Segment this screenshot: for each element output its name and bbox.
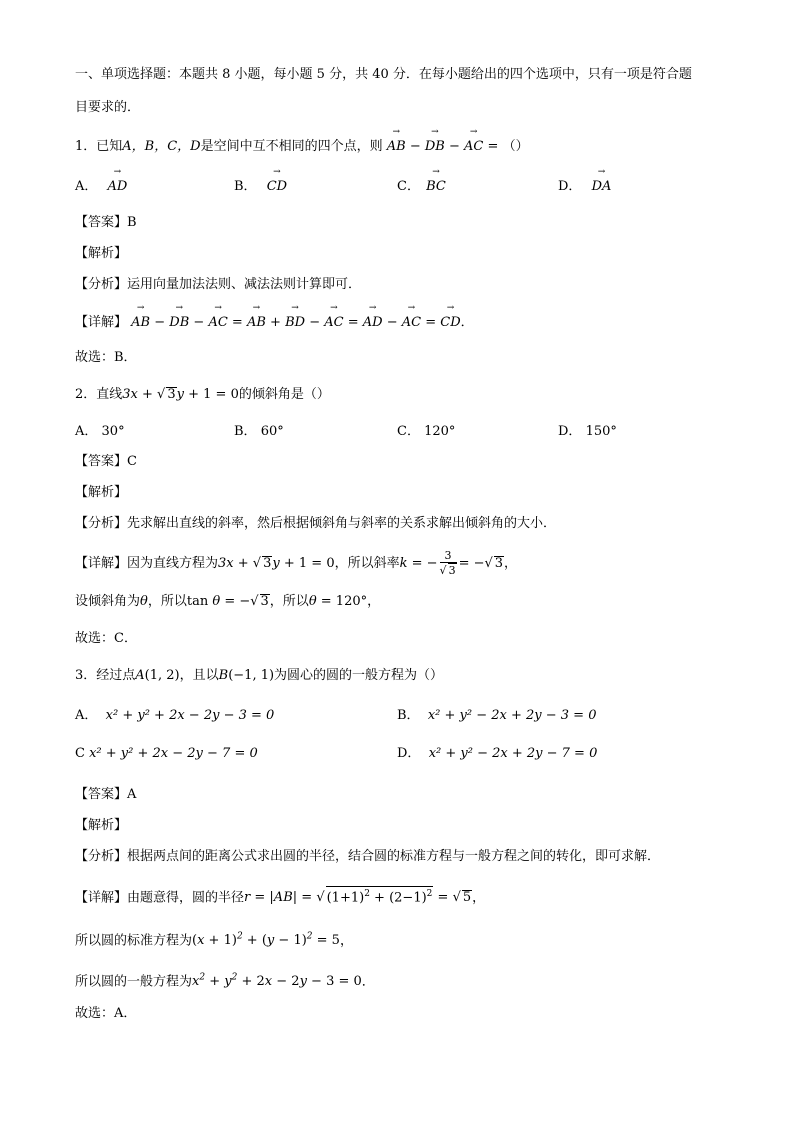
- q2-choose: 故选：C．: [75, 631, 137, 646]
- q3-option-a[interactable]: A． x² + y² + 2x − 2y − 3 = 0: [75, 708, 275, 723]
- q3-xiangjie: 【详解】由题意得，圆的半径r = |AB| = √ $(1+1)^2 + (2-1)^2$ = √ 5，: [75, 886, 485, 907]
- q2-answer: 【答案】C: [75, 454, 137, 469]
- q1-option-d[interactable]: D． → DA: [558, 178, 611, 196]
- q1-stem: 1．已知A，B，C，D是空间中互不相同的四个点，则 → AB − → DB − → AC = （）: [75, 138, 529, 156]
- q2-fenxi: 【分析】先求解出直线的斜率，然后根据倾斜角与斜率的关系求解出倾斜角的大小．: [75, 516, 557, 531]
- q3-option-d[interactable]: D． x² + y² − 2x + 2y − 7 = 0: [397, 746, 598, 761]
- q3-stem: 3．经过点A(1, 2)，且以B(−1, 1)为圆心的圆的一般方程为（）: [75, 668, 444, 683]
- q2-xiangjie: 【详解】因为直线方程为3x + √ 3y + 1 = 0，所以斜率k = − $\frac{3}{√ 3}$ = −√ 3，: [75, 549, 518, 577]
- q1-xiangjie: 【详解】 → AB − → DB − → AC = → AB + → BD − → AC = → AD − → AC = → CD．: [75, 314, 474, 332]
- q1-option-b[interactable]: B． → CD: [234, 178, 287, 196]
- q1-fenxi: 【分析】运用向量加法法则、减法法则计算即可．: [75, 277, 362, 292]
- q1-choose: 故选：B．: [75, 350, 137, 365]
- q2-angle-line: 设倾斜角为θ，所以tan θ = −√ 3，所以θ = 120°，: [75, 594, 381, 609]
- q2-option-b[interactable]: B． 60°: [234, 424, 284, 439]
- q2-option-a[interactable]: A． 30°: [75, 424, 125, 439]
- q3-answer: 【答案】A: [75, 787, 137, 802]
- q2-stem: 2．直线3x + √ 3y + 1 = 0的倾斜角是（）: [75, 387, 330, 402]
- q3-analysis-tag: 【解析】: [75, 818, 128, 833]
- q3-option-b[interactable]: B． x² + y² − 2x + 2y − 3 = 0: [397, 708, 597, 723]
- q1-answer: 【答案】B: [75, 215, 137, 230]
- section-header-cont: 目要求的．: [75, 100, 141, 115]
- q3-fenxi: 【分析】根据两点间的距离公式求出圆的半径，结合圆的标准方程与一般方程之间的转化，即可求解．: [75, 849, 661, 864]
- q3-standard-eq: 所以圆的标准方程为$(x + 1)^2 + (y - 1)^2 = 5$，: [75, 932, 353, 949]
- q3-option-c[interactable]: C x² + y² + 2x − 2y − 7 = 0: [75, 746, 258, 761]
- q1-expression: → AB − → DB − → AC =: [387, 139, 499, 154]
- q3-choose: 故选：A．: [75, 1006, 137, 1021]
- q2-option-c[interactable]: C． 120°: [397, 424, 456, 439]
- q1-option-a[interactable]: A． → AD: [75, 178, 127, 196]
- q2-option-d[interactable]: D． 150°: [558, 424, 617, 439]
- q1-analysis-tag: 【解析】: [75, 246, 128, 261]
- q1-option-c[interactable]: C． → BC: [397, 178, 446, 196]
- q2-analysis-tag: 【解析】: [75, 485, 128, 500]
- section-header: 一、单项选择题：本题共 8 小题，每小题 5 分，共 40 分．在每小题给出的四个选项中，只有一项是符合题: [75, 67, 692, 82]
- q3-general-eq: 所以圆的一般方程为$x^2 + y^2 + 2x - 2y - 3 = 0$．: [75, 973, 375, 990]
